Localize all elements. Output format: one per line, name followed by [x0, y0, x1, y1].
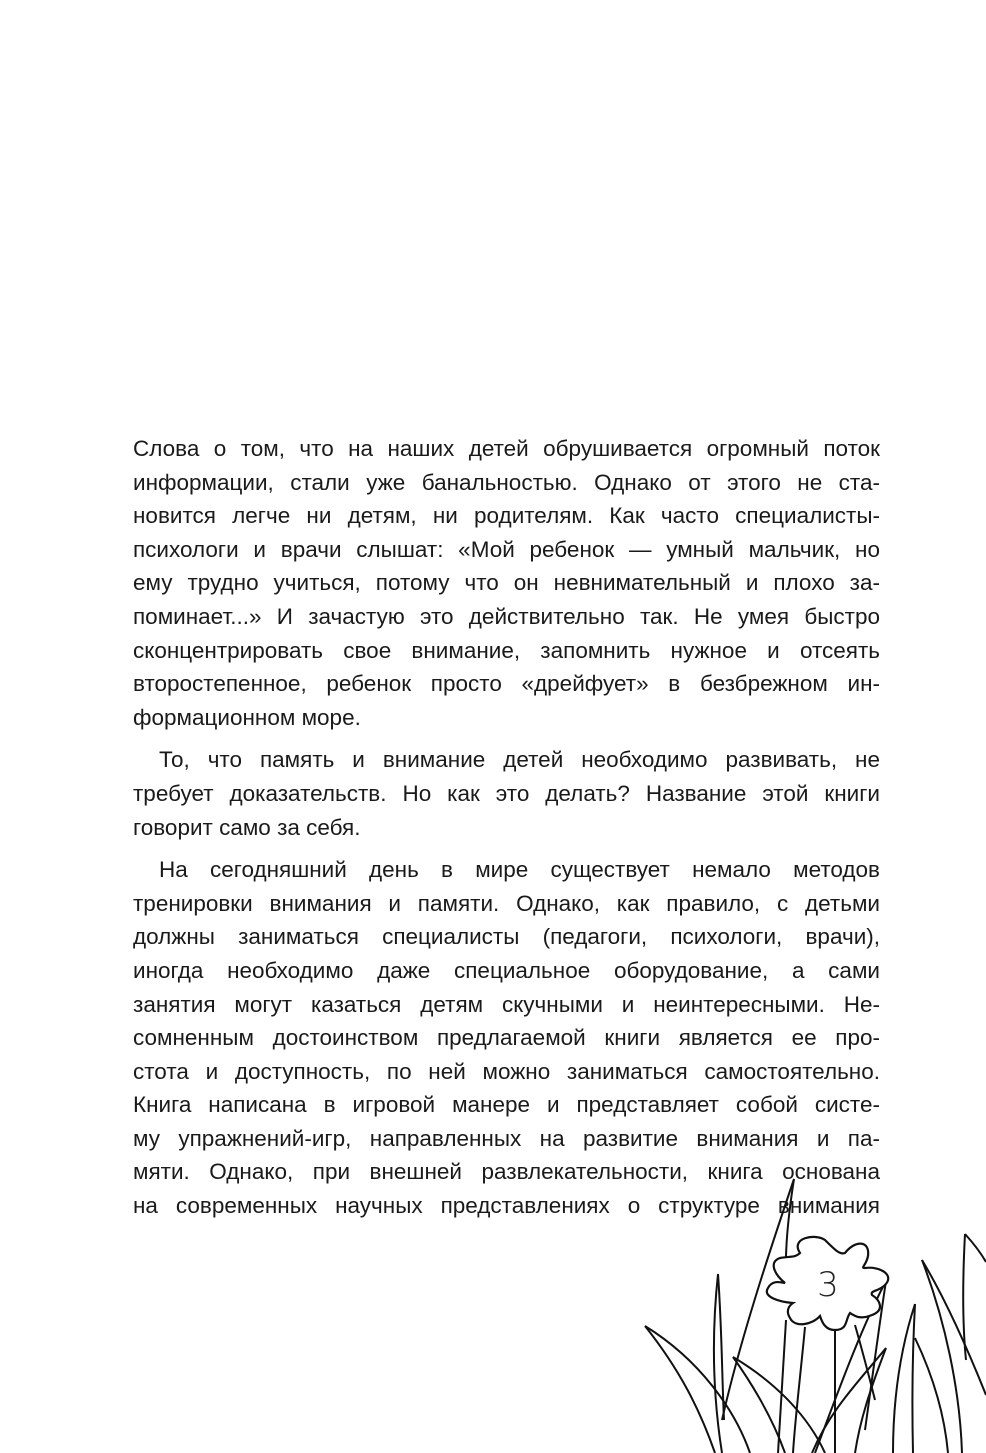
text-line: второстепенное, ребенок просто «дрейфует» в безбрежном ин-: [133, 671, 880, 697]
text-line: иногда необходимо даже специальное оборудование, а сами: [133, 957, 880, 983]
text-line: мяти. Однако, при внешней развлекательности, книга основана: [133, 1159, 880, 1185]
text-line: занятия могут казаться детям скучными и неинтересными. Не-: [133, 991, 880, 1017]
page-number: 3: [817, 1265, 839, 1305]
text-line: должны заниматься специалисты (педагоги, психологи, врачи),: [133, 924, 880, 950]
text-line: тренировки внимания и памяти. Однако, как правило, с детьми: [133, 890, 880, 916]
text-line: стота и доступность, по ней можно заниматься самостоятельно.: [133, 1058, 880, 1084]
text-line: му упражнений-игр, направленных на развитие внимания и па-: [133, 1125, 880, 1151]
text-line: новится легче ни детям, ни родителям. Как часто специалисты-: [133, 503, 880, 529]
text-line: На сегодняшний день в мире существует немало методов: [159, 857, 880, 883]
text-line: сконцентрировать свое внимание, запомнить нужное и отсеять: [133, 637, 880, 663]
text-line: поминает...» И зачастую это действительно так. Не умея быстро: [133, 603, 880, 629]
text-line: психологи и врачи слышат: «Мой ребенок — умный мальчик, но: [133, 536, 880, 562]
text-line: на современных научных представлениях о структуре внимания: [133, 1193, 880, 1219]
text-line: То, что память и внимание детей необходимо развивать, не: [159, 747, 880, 773]
text-line: информации, стали уже банальностью. Однако от этого не ста-: [133, 469, 880, 495]
text-line: говорит само за себя.: [133, 814, 361, 840]
text-line: Книга написана в игровой манере и представляет собой систе-: [133, 1092, 880, 1118]
text-line: ему трудно учиться, потому что он невнимательный и плохо за-: [133, 570, 880, 596]
text-line: требует доказательств. Но как это делать? Название этой книги: [133, 780, 880, 806]
text-line: Слова о том, что на наших детей обрушивается огромный поток: [133, 436, 880, 461]
text-line: формационном море.: [133, 704, 361, 730]
text-line: сомненным достоинством предлагаемой книги является ее про-: [133, 1025, 880, 1051]
